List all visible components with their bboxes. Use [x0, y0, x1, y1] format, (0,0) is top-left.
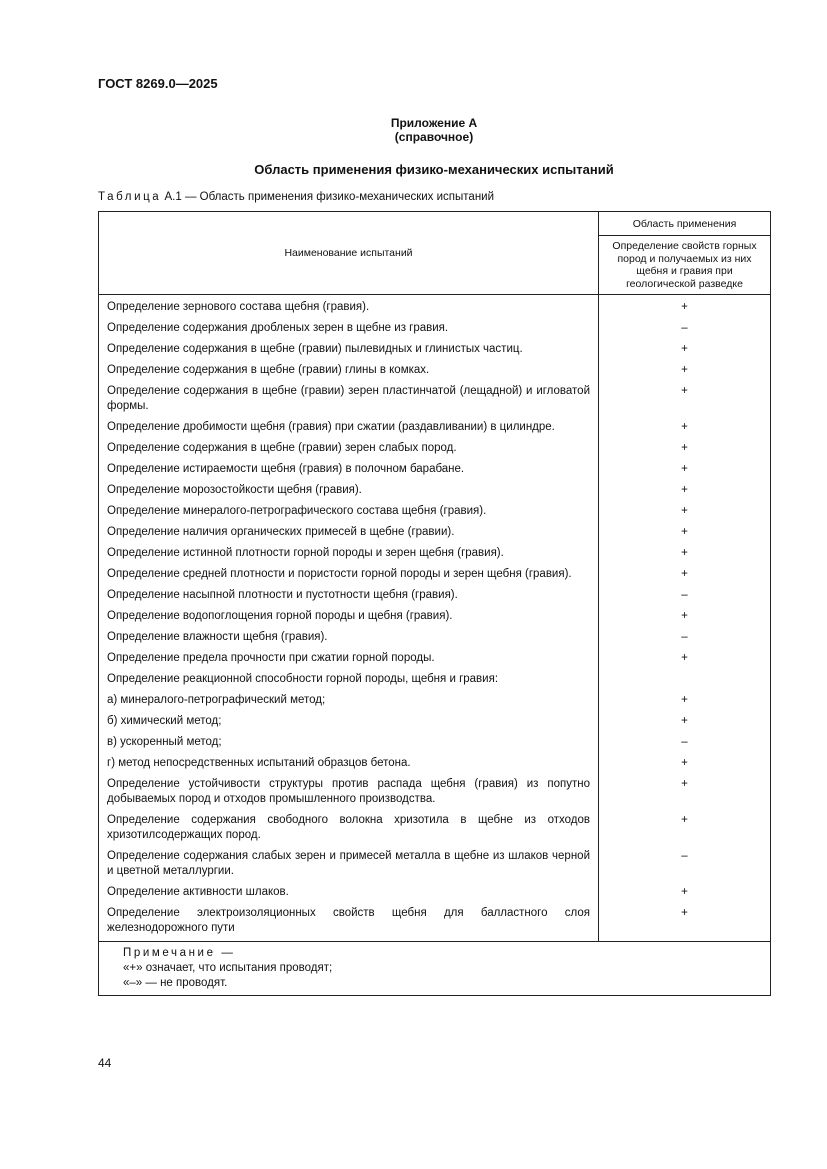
scope-mark-cell: + — [599, 295, 771, 319]
scope-mark-cell: + — [599, 543, 771, 564]
table-row — [99, 295, 771, 319]
table-row — [99, 732, 771, 753]
test-name-cell: Определение влажности щебня (гравия). — [99, 627, 599, 648]
test-name-cell: Определение активности шлаков. — [99, 882, 599, 903]
scope-mark-cell: + — [599, 810, 771, 846]
table-row — [99, 438, 771, 459]
scope-mark-cell: + — [599, 690, 771, 711]
table-row — [99, 522, 771, 543]
table-row — [99, 459, 771, 480]
table-note — [99, 942, 771, 996]
table-row — [99, 882, 771, 903]
scope-mark-cell: + — [599, 903, 771, 942]
test-name-cell: Определение истинной плотности горной породы и зерен щебня (гравия). — [99, 543, 599, 564]
column-subheader-scope — [599, 236, 771, 295]
scope-mark-cell: + — [599, 522, 771, 543]
test-name-cell: Определение средней плотности и пористости горной породы и зерен щебня (гравия). — [99, 564, 599, 585]
test-name-cell: Определение зернового состава щебня (гравия). — [99, 295, 599, 319]
scope-mark-cell: + — [599, 417, 771, 438]
table-row — [99, 339, 771, 360]
test-name-cell: Определение истираемости щебня (гравия) в полочном барабане. — [99, 459, 599, 480]
test-name-cell: Определение содержания свободного волокна хризотила в щебне из отходов хризотилсодержащих пород. — [99, 810, 599, 846]
table-row — [99, 318, 771, 339]
scope-mark-cell: – — [599, 318, 771, 339]
scope-mark-cell: + — [599, 459, 771, 480]
table-caption-text: А.1 — Область применения физико-механических испытаний — [164, 191, 495, 203]
note-line: «+» означает, что испытания проводят; — [123, 962, 333, 974]
test-name-cell: б) химический метод; — [99, 711, 599, 732]
scope-mark-cell: – — [599, 846, 771, 882]
note-line: «–» — не проводят. — [123, 977, 228, 989]
scope-mark-cell: + — [599, 339, 771, 360]
appendix-title: Приложение А — [390, 116, 478, 130]
scope-table — [98, 211, 771, 996]
scope-mark-cell: – — [599, 585, 771, 606]
table-row — [99, 753, 771, 774]
test-name-cell: Определение водопоглощения горной породы и щебня (гравия). — [99, 606, 599, 627]
scope-mark-cell: + — [599, 774, 771, 810]
page-number: 44 — [98, 1056, 112, 1070]
table-row — [99, 543, 771, 564]
table-row — [99, 669, 771, 690]
section-title: Область применения физико-механических испытаний — [254, 162, 614, 177]
scope-mark-cell: + — [599, 501, 771, 522]
scope-mark-cell: – — [599, 732, 771, 753]
table-caption-label: Таблица — [98, 191, 162, 203]
scope-mark-cell: + — [599, 381, 771, 417]
table-row — [99, 774, 771, 810]
test-name-cell: Определение реакционной способности горной породы, щебня и гравия: — [99, 669, 599, 690]
table-row — [99, 810, 771, 846]
column-subheader-scope-text: Определение свойств горных пород и получаемых из них щебня и гравия при геологической разведке — [612, 240, 757, 290]
document-code: ГОСТ 8269.0—2025 — [98, 76, 218, 91]
column-header-scope: Область применения — [599, 212, 771, 236]
test-name-cell: Определение насыпной плотности и пустотности щебня (гравия). — [99, 585, 599, 606]
table-row — [99, 417, 771, 438]
test-name-cell: Определение морозостойкости щебня (гравия). — [99, 480, 599, 501]
scope-mark-cell: + — [599, 360, 771, 381]
table-row — [99, 501, 771, 522]
test-name-cell: Определение содержания в щебне (гравии) зерен слабых пород. — [99, 438, 599, 459]
scope-mark-cell: + — [599, 480, 771, 501]
test-name-cell: Определение содержания слабых зерен и примесей металла в щебне из шлаков черной и цветной металлургии. — [99, 846, 599, 882]
table-row — [99, 690, 771, 711]
scope-mark-cell: + — [599, 882, 771, 903]
table-row — [99, 903, 771, 942]
scope-mark-cell: + — [599, 711, 771, 732]
test-name-cell: Определение минералого-петрографического состава щебня (гравия). — [99, 501, 599, 522]
test-name-cell: а) минералого-петрографический метод; — [99, 690, 599, 711]
table-caption — [98, 191, 494, 203]
table-row — [99, 711, 771, 732]
note-title: Примечание — — [123, 947, 236, 959]
table-row — [99, 381, 771, 417]
test-name-cell: в) ускоренный метод; — [99, 732, 599, 753]
scope-mark-cell: + — [599, 438, 771, 459]
test-name-cell: Определение содержания в щебне (гравии) пылевидных и глинистых частиц. — [99, 339, 599, 360]
test-name-cell: Определение предела прочности при сжатии горной породы. — [99, 648, 599, 669]
table-row — [99, 564, 771, 585]
column-header-test-name: Наименование испытаний — [99, 212, 599, 295]
table-row — [99, 846, 771, 882]
table-row — [99, 360, 771, 381]
scope-mark-cell: + — [599, 648, 771, 669]
table-row — [99, 648, 771, 669]
table-row — [99, 627, 771, 648]
test-name-cell: Определение содержания дробленых зерен в щебне из гравия. — [99, 318, 599, 339]
table-body — [99, 295, 771, 942]
table-row — [99, 606, 771, 627]
scope-mark-cell: + — [599, 564, 771, 585]
test-name-cell: Определение наличия органических примесей в щебне (гравии). — [99, 522, 599, 543]
appendix-heading — [98, 116, 770, 144]
test-name-cell: г) метод непосредственных испытаний образцов бетона. — [99, 753, 599, 774]
scope-mark-cell: – — [599, 627, 771, 648]
scope-mark-cell: + — [599, 753, 771, 774]
scope-mark-cell — [599, 669, 771, 690]
appendix-subtitle: (справочное) — [394, 130, 474, 144]
scope-mark-cell: + — [599, 606, 771, 627]
table-row — [99, 480, 771, 501]
test-name-cell: Определение дробимости щебня (гравия) при сжатии (раздавливании) в цилиндре. — [99, 417, 599, 438]
test-name-cell: Определение содержания в щебне (гравии) зерен пластинчатой (лещадной) и игловатой формы. — [99, 381, 599, 417]
test-name-cell: Определение устойчивости структуры против распада щебня (гравия) из попутно добываемых пород и отходов промышленного производства. — [99, 774, 599, 810]
test-name-cell: Определение электроизоляционных свойств щебня для балластного слоя железнодорожного пути — [99, 903, 599, 942]
table-row — [99, 585, 771, 606]
test-name-cell: Определение содержания в щебне (гравии) глины в комках. — [99, 360, 599, 381]
